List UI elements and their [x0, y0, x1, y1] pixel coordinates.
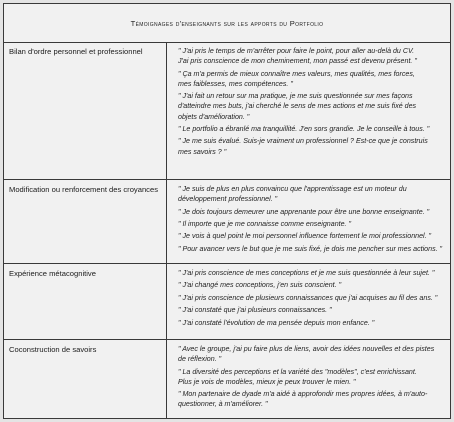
- testimonials-table: [3, 3, 451, 419]
- category-cell: Modification ou renforcement des croyances: [4, 180, 167, 263]
- testimonial-quote: " La diversité des perceptions et la variété des "modèles", c'est enrichissant. Plus je vois de modèles, mieux je peux trouver le mien. ": [178, 367, 417, 386]
- category-cell: Expérience métacognitive: [4, 264, 167, 339]
- quotes-cell: [167, 264, 450, 339]
- testimonial-quote: " Je vois à quel point le moi personnel influence fortement le moi professionnel. ": [178, 232, 432, 241]
- table-row: [4, 340, 450, 418]
- testimonial-quote: " J'ai pris conscience de plusieurs connaissances que j'ai acquises au fil des ans. ": [178, 293, 438, 302]
- testimonial-quote: " J'ai pris conscience de mes conceptions et je me suis questionnée à leur sujet. ": [178, 269, 435, 277]
- testimonial-quote: " J'ai changé mes conceptions, j'en suis conscient. ": [178, 281, 342, 290]
- testimonial-quote: " Ça m'a permis de mieux connaître mes valeurs, mes qualités, mes forces, mes faiblesses, mes compétences. ": [178, 69, 415, 88]
- testimonial-quote: " Je dois toujours demeurer une apprenante pour être une bonne enseignante. ": [178, 207, 430, 216]
- category-cell: Bilan d'ordre personnel et professionnel: [4, 42, 167, 179]
- testimonial-quote: " Il importe que je me connaisse comme enseignante. ": [178, 219, 352, 228]
- table-row: [4, 42, 450, 180]
- testimonial-quote: " Mon partenaire de dyade m'a aidé à approfondir mes propres idées, à m'auto- questionner, à m'améliorer. ": [178, 390, 428, 409]
- testimonial-quote: " Pour avancer vers le but que je me suis fixé, je dois me pencher sur mes actions. ": [178, 244, 443, 253]
- quotes-cell: [167, 180, 450, 263]
- testimonial-quote: " Je suis de plus en plus convaincu que l'apprentissage est un moteur du développement professionnel. ": [178, 185, 407, 204]
- testimonial-quote: " J'ai constaté l'évolution de ma pensée depuis mon enfance. ": [178, 318, 375, 327]
- testimonial-quote: " Je me suis évalué. Suis-je vraiment un professionnel ? Est-ce que je construis mes savoirs ? ": [178, 137, 428, 156]
- quotes-cell: [167, 42, 450, 179]
- testimonial-quote: " Le portfolio a ébranlé ma tranquillité. J'en sors grandie. Je le conseille à tous. ": [178, 124, 430, 133]
- table-row: [4, 180, 450, 264]
- testimonial-quote: " J'ai fait un retour sur ma pratique, je me suis questionnée sur mes façons d'atteindre mes buts, j'ai cherché le sens de mes actions et me suis fixé des objets d'amélioration. ": [178, 92, 417, 121]
- testimonial-quote: " J'ai constaté que j'ai plusieurs connaissances. ": [178, 306, 332, 315]
- table-row: [4, 264, 450, 340]
- testimonial-quote: " Avec le groupe, j'ai pu faire plus de liens, avoir des idées nouvelles et des pistes de réflexion. ": [178, 345, 435, 364]
- testimonial-quote: " J'ai pris le temps de m'arrêter pour faire le point, pour aller au-delà du CV. J'ai pris conscience de mon cheminement, mon passé est devenu présent. ": [178, 47, 417, 66]
- quotes-cell: [167, 340, 450, 418]
- table-title: Témoignages d'enseignants sur les apports du Portfolio: [4, 4, 450, 43]
- category-cell: Coconstruction de savoirs: [4, 340, 167, 418]
